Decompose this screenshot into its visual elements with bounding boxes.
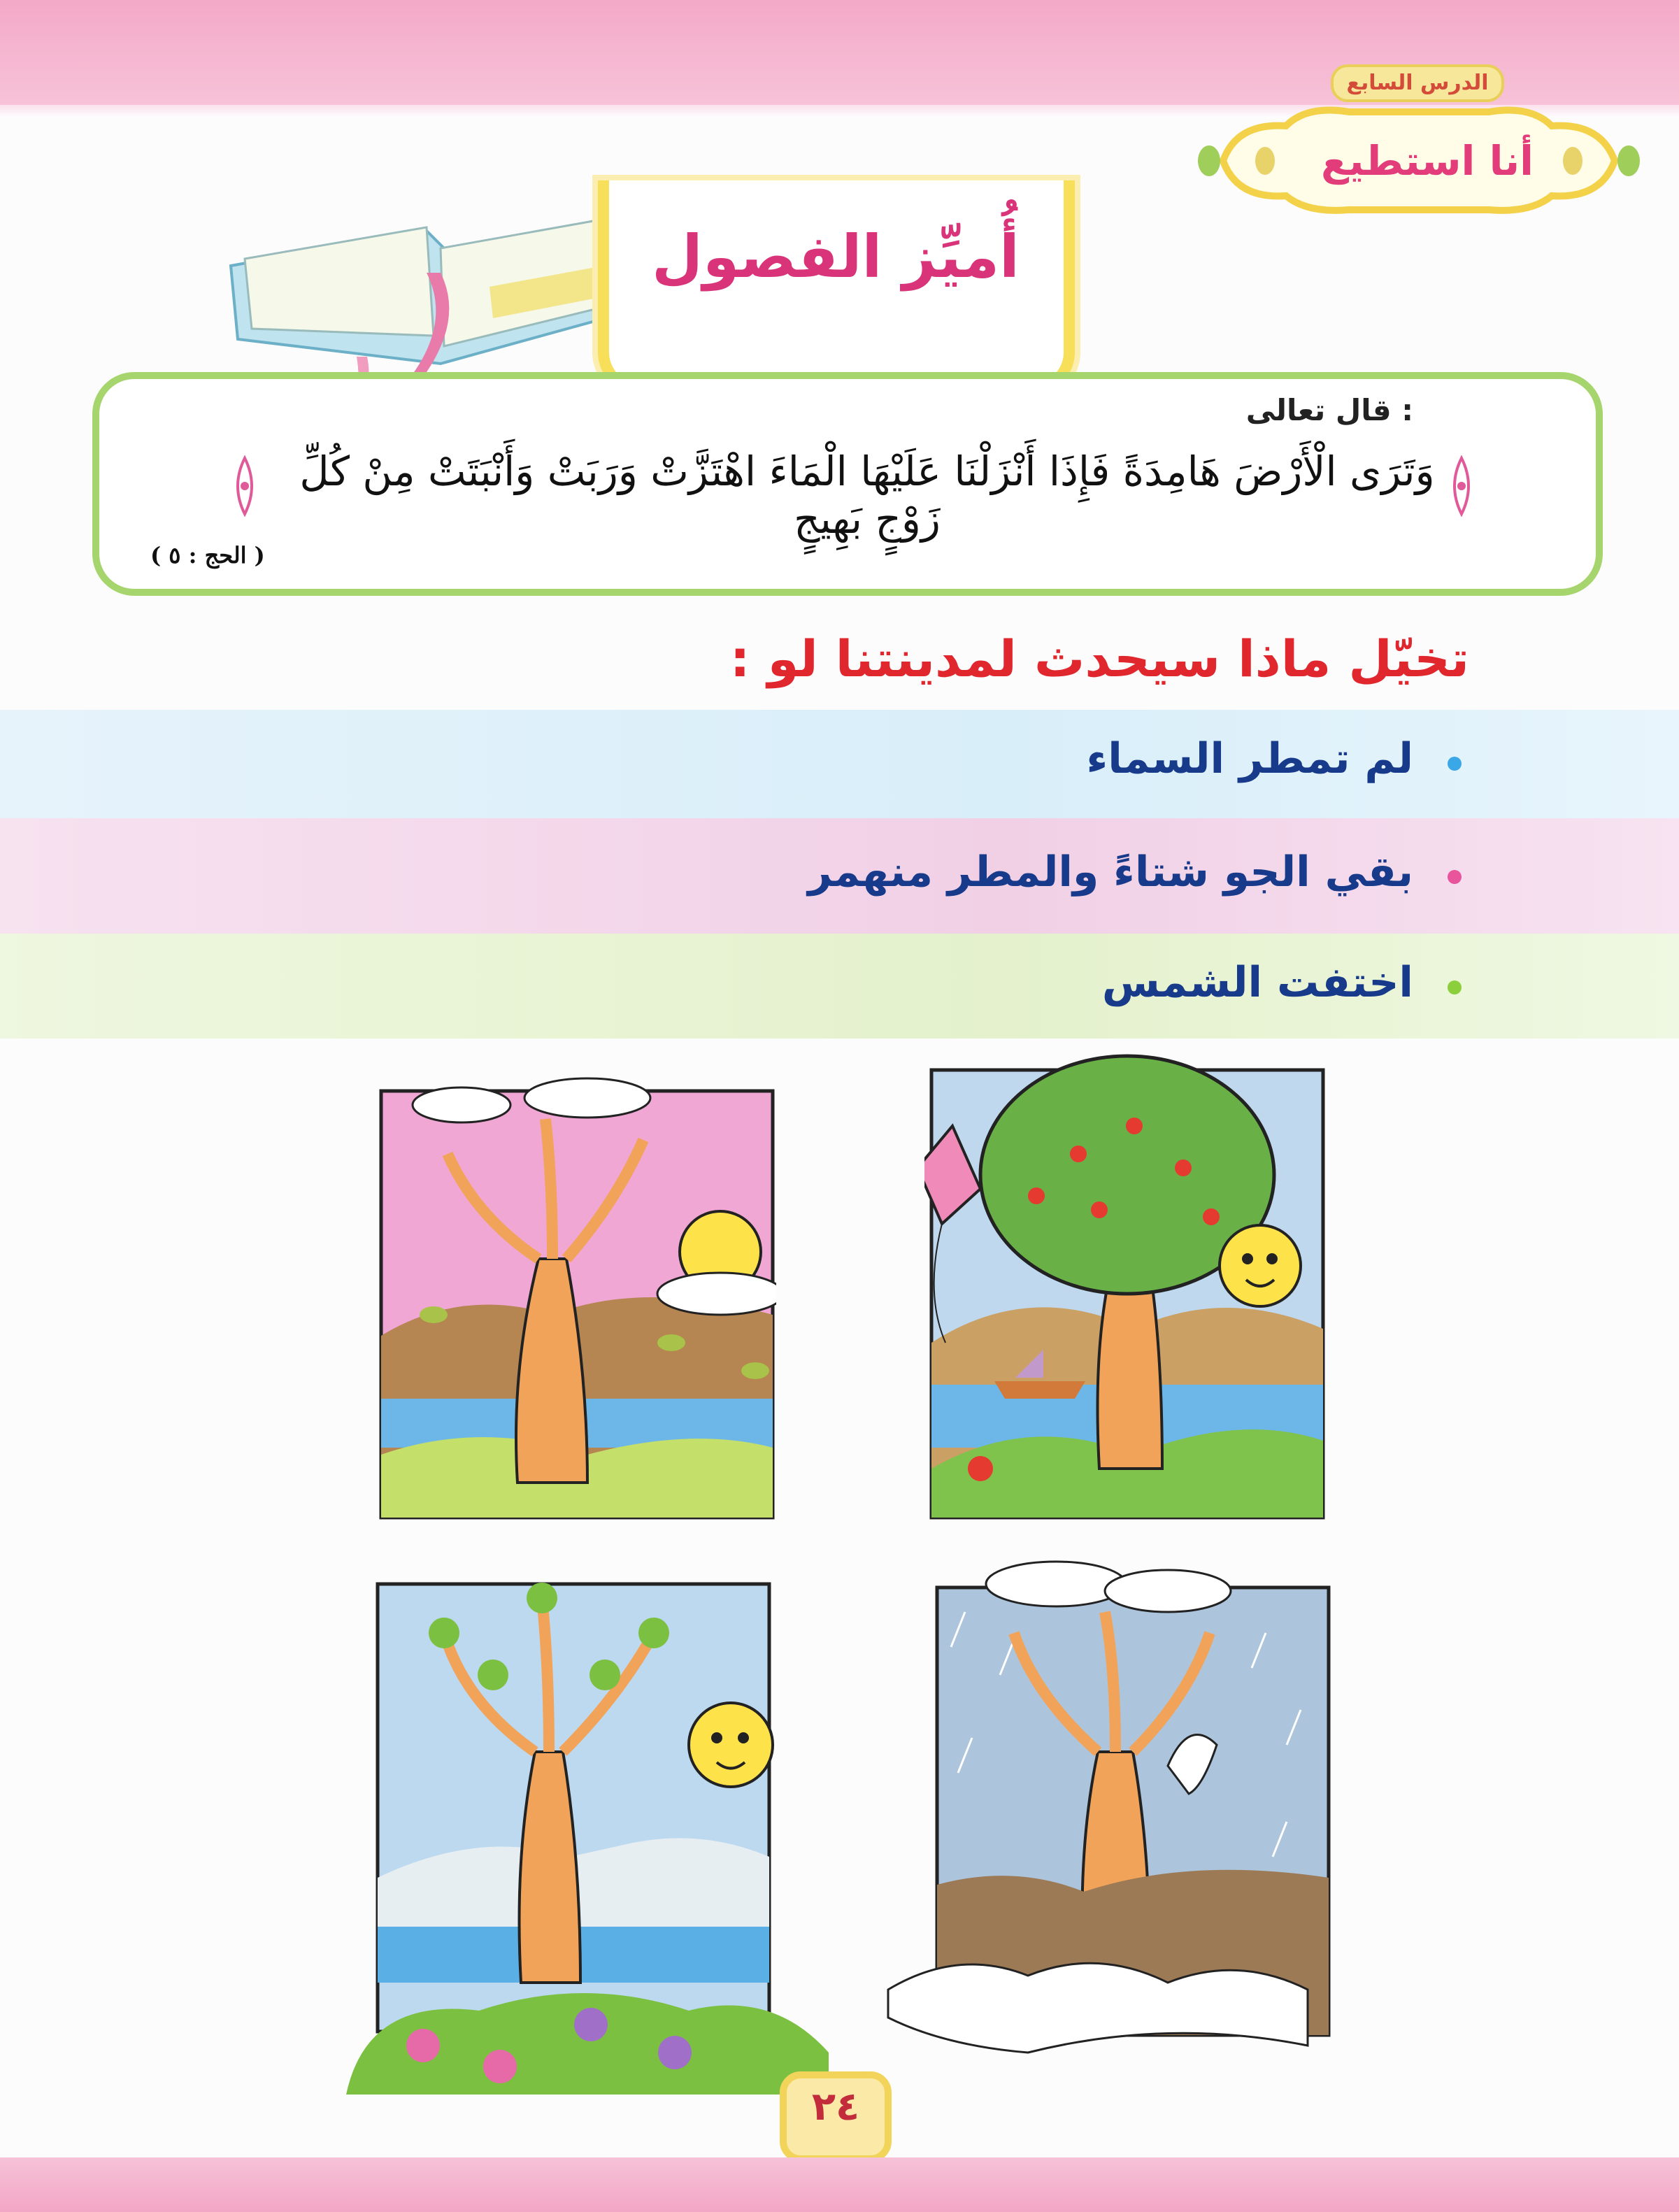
imagine-heading: تخيّل ماذا سيحدث لمدينتنا لو : [729,629,1469,688]
verse-text: وَتَرَى الْأَرْضَ هَامِدَةً فَإِذَا أَنْزَلْنَا عَلَيْهَا الْمَاءَ اهْتَزَّتْ وَرَبَتْ وَأَنْبَتَتْ مِنْ كُلِّ زَوْجٍ بَهِيجٍ [299,448,1435,543]
bullet-dot [1448,870,1462,884]
bullet-band-blue [0,710,1679,818]
bullet-item: اختفت الشمس [1101,958,1413,1007]
verse-intro: قال تعالى : [1245,393,1413,427]
lesson-label: الدرس السابع [1331,64,1504,102]
winter-rain-illustration [874,1556,1364,2088]
verse-reference: ( الحج : ٥ ) [150,542,265,569]
bullet-item: بقي الجو شتاءً والمطر منهمر [808,848,1413,897]
ornament-icon [224,455,266,518]
spring-flowers-illustration [339,1563,864,2095]
bullet-item: لم تمطر السماء [1086,734,1413,783]
page-title: أُميِّز الفصول [652,222,1020,291]
spring-kite-illustration [924,1049,1330,1525]
lesson-title: أنا استطيع [1320,137,1534,185]
autumn-illustration [378,1077,776,1525]
bullet-dot [1448,980,1462,994]
bottom-decorative-band [0,2157,1679,2212]
page-number: ٢٤ [811,2084,860,2129]
bullet-band-green [0,934,1679,1039]
bullet-dot [1448,757,1462,771]
